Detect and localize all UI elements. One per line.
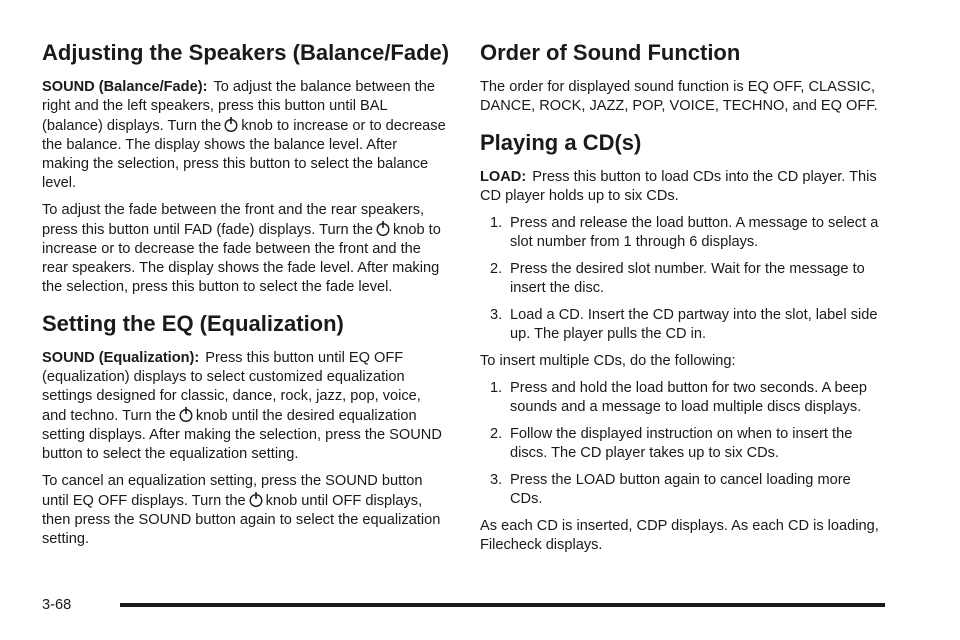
eq-text-b: knob until the desired equalization setting displays. After making the selection, press the SOUND button to select the equalization setting. bbox=[42, 408, 442, 462]
list-item: 2. Follow the displayed instruction on when to insert the discs. The CD player takes up to six CDs. bbox=[490, 426, 853, 461]
fade-text-a: To adjust the fade between the front and the rear speakers, press this button until FAD (fade) displays. Turn the bbox=[42, 202, 425, 238]
eq-cancel-text-a: To cancel an equalization setting, press the SOUND button until EQ OFF displays. Turn the bbox=[42, 473, 423, 509]
section-title-playing-cd: Playing a CD(s) bbox=[480, 130, 642, 155]
paragraph-fade bbox=[42, 201, 447, 297]
eq-text-a: Press this button until EQ OFF (equalization) displays to select customized equalization settings designed for classic, dance, rock, jazz, pop, voice, and techno. Turn the bbox=[42, 350, 421, 424]
balance-text-a: To adjust the balance between the right and the left speakers, press this button until BAL (balance) displays. Turn the bbox=[42, 79, 435, 134]
balance-fade-lead: SOUND (Balance/Fade): bbox=[42, 79, 208, 95]
section-title-sound-order: Order of Sound Function bbox=[480, 40, 741, 65]
fade-text-b: knob to increase or to decrease the fade between the front and the rear speakers. The display shows the fade level. After making the selection, press this button to select the fade level. bbox=[42, 222, 441, 295]
paragraph-eq-cancel bbox=[42, 472, 447, 549]
eq-lead: SOUND (Equalization): bbox=[42, 350, 200, 366]
list-item: 3. Load a CD. Insert the CD partway into the slot, label side up. The player pulls the CD in. bbox=[490, 307, 878, 342]
list-item: 3. Press the LOAD button again to cancel loading more CDs. bbox=[490, 472, 851, 507]
left-column bbox=[42, 40, 450, 557]
knob-icon bbox=[249, 491, 263, 508]
knob-icon bbox=[224, 116, 238, 133]
paragraph-multiple-cds: To insert multiple CDs, do the following: bbox=[480, 353, 736, 369]
load-text: Press this button to load CDs into the CD player. This CD player holds up to six CDs. bbox=[480, 169, 877, 204]
multiple-cd-steps-list bbox=[480, 379, 885, 509]
knob-icon bbox=[179, 406, 193, 423]
load-lead: LOAD: bbox=[480, 169, 527, 185]
section-title-balance-fade: Adjusting the Speakers (Balance/Fade) bbox=[42, 40, 450, 65]
paragraph-balance bbox=[42, 78, 447, 193]
list-item: 1. Press and hold the load button for two seconds. A beep sounds and a message to load multiple discs displays. bbox=[490, 380, 867, 415]
eq-cancel-text-b: knob until OFF displays, then press the SOUND button again to select the equalization setting. bbox=[42, 493, 441, 547]
knob-icon bbox=[376, 220, 390, 237]
paragraph-sound-order: The order for displayed sound function is EQ OFF, CLASSIC, DANCE, ROCK, JAZZ, POP, VOICE, TECHNO, and EQ OFF. bbox=[480, 79, 878, 114]
footer-rule bbox=[120, 603, 885, 607]
list-item: 2. Press the desired slot number. Wait for the message to insert the disc. bbox=[490, 261, 865, 296]
load-steps-list bbox=[480, 214, 885, 344]
paragraph-cd-status: As each CD is inserted, CDP displays. As each CD is loading, Filecheck displays. bbox=[480, 518, 879, 553]
paragraph-eq bbox=[42, 349, 447, 464]
list-item: 1. Press and release the load button. A message to select a slot number from 1 through 6 displays. bbox=[490, 215, 879, 250]
paragraph-load bbox=[480, 168, 885, 206]
balance-text-b: knob to increase or to decrease the balance. The display shows the balance level. After making the selection, press this button to select the balance level. bbox=[42, 118, 446, 191]
page-number: 3-68 bbox=[42, 597, 72, 613]
section-title-eq: Setting the EQ (Equalization) bbox=[42, 311, 344, 336]
right-column bbox=[480, 40, 885, 563]
